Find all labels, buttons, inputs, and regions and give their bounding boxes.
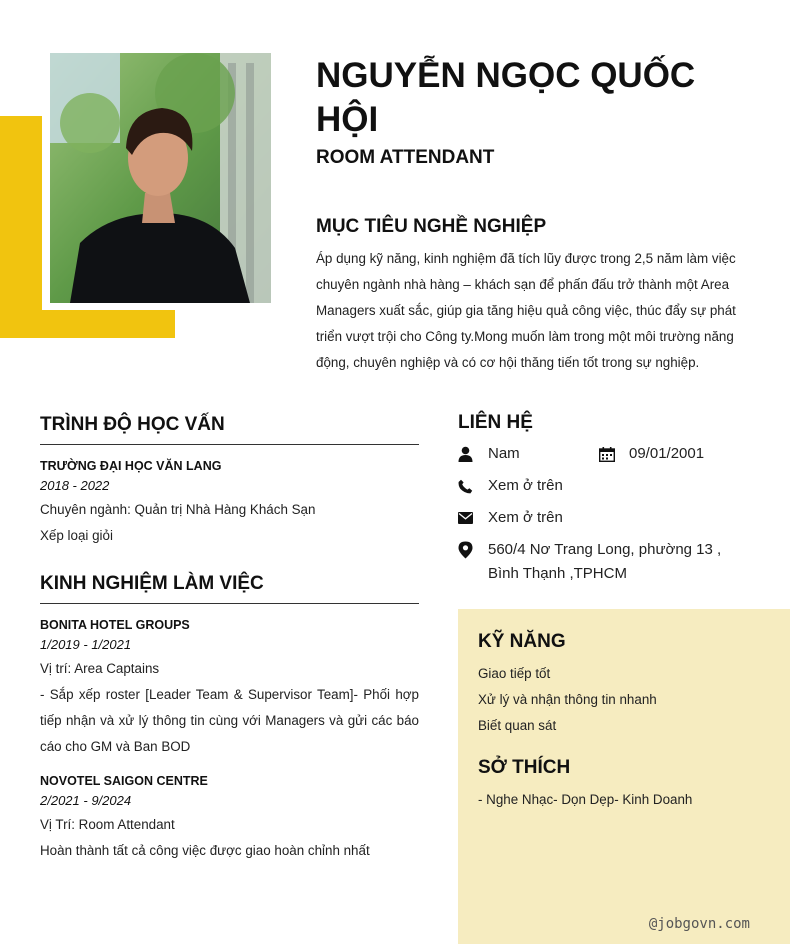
contact-gender <box>458 442 520 466</box>
job-period: 2/2021 - 9/2024 <box>40 793 132 808</box>
address-line-1: 560/4 Nơ Trang Long, phường 13 , <box>488 541 722 558</box>
experience-heading: KINH NGHIỆM LÀM VIỆC <box>40 573 264 594</box>
email-value: Xem ở trên <box>488 509 563 526</box>
location-icon <box>458 538 488 562</box>
education-section <box>40 414 419 549</box>
profile-photo <box>50 53 271 303</box>
skills-panel <box>458 609 790 944</box>
experience-item <box>40 616 419 760</box>
watermark: @jobgovn.com <box>648 916 750 932</box>
objective-text: Áp dụng kỹ năng, kinh nghiệm đã tích lũy được trong 2,5 năm làm việc chuyên ngành nhà hàng – khách sạn để phấn đấu trở thành một Area Managers xuất sắc, giúp gia tăng hiệu quả công việc, thúc đẩy sự phát triển vượt trội cho Công ty.Mong muốn làm trong một môi trường năng động, chuyên nghiệp và có cơ hội thăng tiến tốt trong sự nghiệp. <box>316 251 736 370</box>
contact-birthday <box>599 442 704 466</box>
job-position: Vị Trí: Room Attendant <box>40 817 175 832</box>
experience-item <box>40 772 419 864</box>
birthday-value: 09/01/2001 <box>629 445 705 462</box>
company-name: BONITA HOTEL GROUPS <box>40 618 190 632</box>
skill-item: Biết quan sát <box>478 718 557 733</box>
job-position: Vị trí: Area Captains <box>40 661 160 676</box>
objective-heading: MỤC TIÊU NGHỀ NGHIỆP <box>316 216 547 237</box>
skills-heading: KỸ NĂNG <box>478 631 566 652</box>
contact-address <box>458 538 721 586</box>
divider <box>40 603 419 604</box>
education-major: Chuyên ngành: Quản trị Nhà Hàng Khách Sạn <box>40 502 316 517</box>
contact-email <box>458 506 563 530</box>
experience-section <box>40 573 419 864</box>
gender-value: Nam <box>488 445 520 462</box>
phone-value: Xem ở trên <box>488 477 563 494</box>
company-name: NOVOTEL SAIGON CENTRE <box>40 774 208 788</box>
job-description: Hoàn thành tất cả công việc được giao hoàn chỉnh nhất <box>40 843 370 858</box>
candidate-name: NGUYỄN NGỌC QUỐC HỘI <box>316 56 696 139</box>
phone-icon <box>458 474 488 498</box>
person-icon <box>458 442 488 466</box>
education-grade: Xếp loại giỏi <box>40 528 113 543</box>
skill-item: Xử lý và nhận thông tin nhanh <box>478 692 657 707</box>
address-line-2: Bình Thạnh ,TPHCM <box>488 565 627 582</box>
education-heading: TRÌNH ĐỘ HỌC VẤN <box>40 414 225 435</box>
hobbies-heading: SỞ THÍCH <box>478 757 571 778</box>
mail-icon <box>458 506 488 530</box>
job-title: ROOM ATTENDANT <box>316 147 495 168</box>
job-period: 1/2019 - 1/2021 <box>40 637 132 652</box>
divider <box>40 444 419 445</box>
education-period: 2018 - 2022 <box>40 478 110 493</box>
contact-heading: LIÊN HỆ <box>458 412 533 433</box>
job-description: - Sắp xếp roster [Leader Team & Supervisor Team]- Phối hợp tiếp nhận và xử lý thông tin cùng với Managers và gửi các báo cáo cho GM và Ban BOD <box>40 687 419 754</box>
hobbies-text: - Nghe Nhạc- Dọn Dẹp- Kinh Doanh <box>478 792 693 807</box>
skill-item: Giao tiếp tốt <box>478 666 551 681</box>
decorative-yellow-bar-horizontal <box>0 310 175 338</box>
decorative-yellow-bar-vertical <box>0 116 42 338</box>
contact-phone <box>458 474 563 498</box>
calendar-icon <box>599 442 629 466</box>
address-value <box>488 538 721 586</box>
school-name: TRƯỜNG ĐẠI HỌC VĂN LANG <box>40 459 222 473</box>
